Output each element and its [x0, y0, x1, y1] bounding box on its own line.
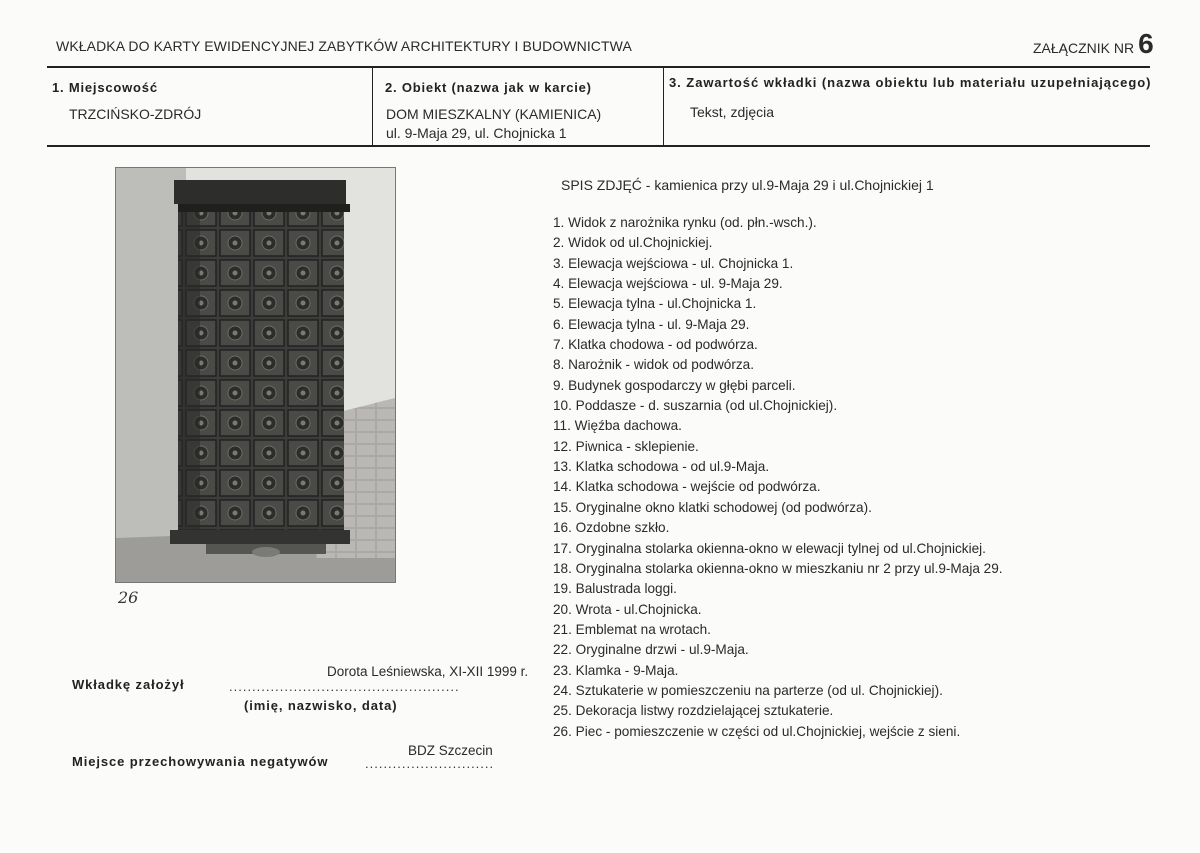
object-value-line1: DOM MIESZKALNY (KAMIENICA): [386, 106, 602, 122]
photo-list-item: 5. Elewacja tylna - ul.Chojnicka 1.: [553, 296, 757, 312]
photo-list-item: 11. Więźba dachowa.: [553, 418, 682, 434]
stove-photo: [115, 167, 396, 583]
created-by-hint: (imię, nazwisko, data): [244, 698, 398, 713]
negatives-value: BDZ Szczecin: [408, 743, 493, 758]
created-by-dots: ..................................................: [229, 679, 460, 694]
photo-list-item: 20. Wrota - ul.Chojnicka.: [553, 601, 702, 617]
photo-list-item: 4. Elewacja wejściowa - ul. 9-Maja 29.: [553, 276, 783, 292]
photo-list-item: 21. Emblemat na wrotach.: [553, 621, 711, 637]
photo-list-item: 26. Piec - pomieszczenie w części od ul.Chojnickiej, wejście z sieni.: [553, 723, 961, 739]
photo-list-item: 12. Piwnica - sklepienie.: [553, 438, 699, 454]
photo-list-item: 19. Balustrada loggi.: [553, 581, 677, 597]
fields-divider-2: [663, 67, 664, 145]
object-label: 2. Obiekt (nazwa jak w karcie): [385, 80, 592, 95]
photo-list-title: SPIS ZDJĘĆ - kamienica przy ul.9-Maja 29 i ul.Chojnickiej 1: [561, 177, 934, 193]
fields-bottom-rule: [47, 145, 1150, 147]
object-value-line2: ul. 9-Maja 29, ul. Chojnicka 1: [386, 125, 567, 141]
photo-list-item: 25. Dekoracja listwy rozdzielającej sztukaterie.: [553, 703, 834, 719]
photo-list-item: 15. Oryginalne okno klatki schodowej (od podwórza).: [553, 499, 872, 515]
photo-list-item: 7. Klatka chodowa - od podwórza.: [553, 337, 758, 353]
photo-list-item: 23. Klamka - 9-Maja.: [553, 662, 679, 678]
photo-list-item: 18. Oryginalna stolarka okienna-okno w mieszkaniu nr 2 przy ul.9-Maja 29.: [553, 560, 1003, 576]
negatives-dots: ............................: [365, 756, 495, 771]
photo-list-item: 1. Widok z narożnika rynku (od. płn.-wsch.).: [553, 215, 817, 230]
photo-list-item: 2. Widok od ul.Chojnickiej.: [553, 235, 713, 251]
created-by-label: Wkładkę założył: [72, 677, 185, 692]
annex-label: ZAŁĄCZNIK NR: [1033, 40, 1135, 56]
annex-number: [1033, 28, 1154, 59]
photo-list-item: 14. Klatka schodowa - wejście od podwórza.: [553, 479, 821, 495]
photo-list-item: 9. Budynek gospodarczy w głębi parceli.: [553, 377, 796, 393]
fields-top-rule: [47, 66, 1150, 68]
photo-list-item: 16. Ozdobne szkło.: [553, 520, 670, 536]
photo-list-item: 10. Poddasze - d. suszarnia (od ul.Chojnickiej).: [553, 398, 838, 414]
photo-list-item: 13. Klatka schodowa - od ul.9-Maja.: [553, 459, 770, 475]
form-title: WKŁADKA DO KARTY EWIDENCYJNEJ ZABYTKÓW ARCHITEKTURY I BUDOWNICTWA: [56, 38, 632, 54]
photo-number-caption: 26: [118, 588, 139, 607]
photo-list-item: 24. Sztukaterie w pomieszczeniu na parterze (od ul. Chojnickiej).: [553, 682, 943, 698]
annex-number-value: 6: [1138, 28, 1154, 59]
contents-value: Tekst, zdjęcia: [690, 104, 775, 120]
photo-list-item: 17. Oryginalna stolarka okienna-okno w elewacji tylnej od ul.Chojnickiej.: [553, 540, 986, 556]
fields-divider-1: [372, 67, 373, 145]
negatives-label: Miejsce przechowywania negatywów: [72, 754, 329, 769]
photo-list-item: 6. Elewacja tylna - ul. 9-Maja 29.: [553, 316, 750, 332]
photo-list: [553, 213, 1003, 742]
created-by-value: Dorota Leśniewska, XI-XII 1999 r.: [327, 664, 529, 679]
locality-value: TRZCIŃSKO-ZDRÓJ: [69, 106, 202, 122]
photo-list-item: 3. Elewacja wejściowa - ul. Chojnicka 1.: [553, 255, 794, 271]
locality-label: 1. Miejscowość: [52, 80, 158, 95]
stove-photo-image: [116, 168, 395, 582]
photo-list-item: 8. Narożnik - widok od podwórza.: [553, 357, 754, 373]
photo-list-item: 22. Oryginalne drzwi - ul.9-Maja.: [553, 642, 749, 658]
contents-label: 3. Zawartość wkładki (nazwa obiektu lub materiału uzupełniającego): [669, 75, 1152, 90]
